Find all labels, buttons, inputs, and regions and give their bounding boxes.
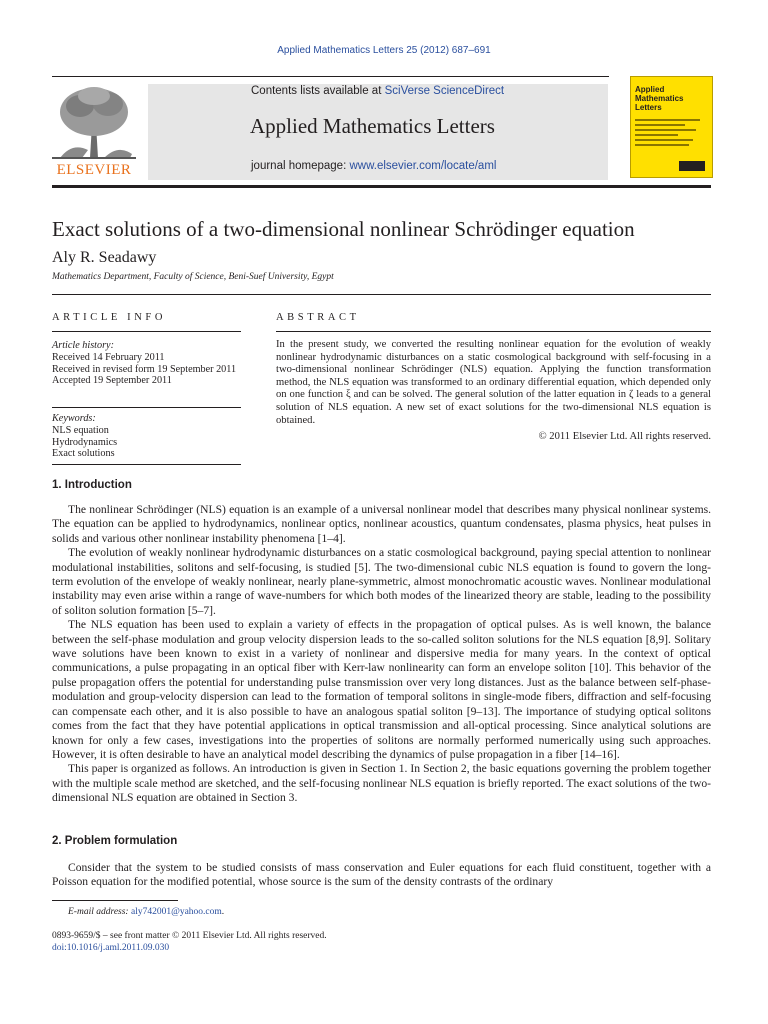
cover-title <box>635 85 683 112</box>
introduction-body <box>52 503 711 806</box>
header-top-rule <box>52 76 609 77</box>
article-history <box>52 340 241 387</box>
contents-prefix: Contents lists available at <box>251 85 385 97</box>
body-paragraph: The nonlinear Schrödinger (NLS) equation is an example of a universal nonlinear model that describes many physical nonlinear systems. The equation can be applied to hydrodynamics, nonlinear optics, nonlinear acoustics, quantum condensates, plasma physics, heat pulses in solids and various other nonlinear instability phenomena [1–4]. <box>52 503 711 545</box>
journal-name: Applied Mathematics Letters <box>250 114 495 138</box>
citation-line[interactable]: Applied Mathematics Letters 25 (2012) 687–691 <box>277 45 491 56</box>
abstract-rule <box>276 331 711 332</box>
abstract-heading: ABSTRACT <box>276 312 360 323</box>
history-entry: Accepted 19 September 2011 <box>52 375 172 387</box>
cover-badge <box>679 161 705 171</box>
front-matter-line: 0893-9659/$ – see front matter © 2011 Elsevier Ltd. All rights reserved. <box>52 931 327 941</box>
sciencedirect-link[interactable]: SciVerse ScienceDirect <box>384 85 505 97</box>
title-rule <box>52 294 711 295</box>
body-paragraph: The evolution of weakly nonlinear hydrodynamic disturbances on a static cosmological background, paying special attention to nonlinear modulational instabilities, solitons and self-focusing, is studied [5]. The two-dimensional cubic NLS equation is found to govern the long-term evolution of the envelope of weakly nonlinear, nearly plane-symmetric, almost monochromatic acoustic waves. Nonlinear modulational instability may even arise within a range of wave-numbers for which both modes of the linearized theory are stable, leading to the possibility of soliton solution formation [5–7]. <box>52 546 711 617</box>
article-info-bottom-rule <box>52 464 241 465</box>
body-paragraph: The NLS equation has been used to explain a variety of effects in the propagation of optical pulses. As is well known, the balance between the self-phase modulation and group velocity dispersion leads to the so-called soliton solutions for the NLS equation [8,9]. Solitary wave solutions have been known to exist in a variety of nonlinear and dispersive media for many years. In the context of optical communications, a pulse propagating in an optical fiber with Kerr-law nonlinearity can form an envelope soliton [10]. This behavior of the pulse propagation offers the potential for understanding pulse transmission over very long distances. Just as the balance between self-phase-modulation and group-velocity dispersion can lead to the formation of temporal solitons in single-mode fibers, diffraction and self-focusing can compensate each other, and it is also possible to have an analogous spatial soliton [9–13]. The importance of studying optical solitons comes from the fact that they have potential applications in optical transmission and all-optical processing. Since analytical solutions are known for only a few cases, investigations into the properties of solitons are normally performed numerically using such approaches. However, it is often desirable to have an analytical model describing the dynamics of pulse propagation in a fiber [14–16]. <box>52 618 711 761</box>
elsevier-tree-icon <box>52 84 136 160</box>
keywords-label: Keywords: <box>52 413 96 424</box>
header-bottom-rule <box>52 185 711 188</box>
keyword-item: Exact solutions <box>52 448 115 460</box>
history-label: Article history: <box>52 340 114 351</box>
footnote-label: E-mail address: <box>68 907 131 917</box>
footnote-rule <box>52 900 178 901</box>
keywords-rule <box>52 407 241 408</box>
abstract-copyright: © 2011 Elsevier Ltd. All rights reserved. <box>538 431 711 442</box>
article-title: Exact solutions of a two-dimensional nonlinear Schrödinger equation <box>52 217 635 241</box>
elsevier-logo <box>52 84 136 180</box>
homepage-line <box>251 160 496 172</box>
article-info-heading: ARTICLE INFO <box>52 312 167 323</box>
journal-banner <box>148 84 608 180</box>
section-heading: 2. Problem formulation <box>52 835 178 847</box>
article-info-rule <box>52 331 241 332</box>
cover-title-line: Applied <box>635 85 665 94</box>
cover-contents-graphic <box>635 117 707 157</box>
footnote <box>68 907 224 917</box>
homepage-link[interactable]: www.elsevier.com/locate/aml <box>349 160 497 172</box>
author-name: Aly R. Seadawy <box>52 249 157 266</box>
section-heading: 1. Introduction <box>52 479 132 491</box>
cover-title-line: Mathematics <box>635 94 684 103</box>
body-paragraph: This paper is organized as follows. An introduction is given in Section 1. In Section 2, the basic equations governing the problem together with the multiple scale method are sketched, and the self-focusing nonlinear NLS equation is briefly reported. The exact solutions of the two-dimensional NLS equation are obtained in Section 3. <box>52 762 711 805</box>
problem-formulation-body <box>52 861 711 890</box>
contents-line <box>251 85 504 97</box>
cover-title-line: Letters <box>635 103 662 112</box>
history-entry: Received in revised form 19 September 2011 <box>52 363 237 375</box>
body-paragraph: Consider that the system to be studied consists of mass conservation and Euler equations for each fluid constituent, together with a Poisson equation for the modified potential, whose source is the sum of the density contrasts of the ordinary <box>52 861 711 889</box>
publisher-name: ELSEVIER <box>56 162 132 178</box>
keywords-block <box>52 413 241 460</box>
doi-link[interactable]: doi:10.1016/j.aml.2011.09.030 <box>52 943 170 953</box>
homepage-prefix: journal homepage: <box>251 160 350 172</box>
history-entry: Received 14 February 2011 <box>52 351 165 363</box>
journal-cover <box>630 76 713 178</box>
keyword-item: Hydrodynamics <box>52 436 118 448</box>
footnote-tail: . <box>221 907 225 917</box>
affiliation: Mathematics Department, Faculty of Science, Beni-Suef University, Egypt <box>52 272 334 282</box>
abstract-text: In the present study, we converted the resulting nonlinear equation for the evolution of weakly nonlinear hydrodynamic disturbances on a static cosmological background with self-focusing in a two-dimensional nonlinear Schrödinger (NLS) equation. Applying the function transformation method, the NLS equation was transformed to an ordinary differential equation, which depended only on one function ξ and can be solved. The general solution of the latter equation in ζ leads to a general solution of NLS equation. A new set of exact solutions for the two-dimensional NLS equation is obtained. <box>276 339 711 426</box>
keyword-item: NLS equation <box>52 424 109 436</box>
author-email-link[interactable]: aly742001@yahoo.com <box>130 907 222 917</box>
